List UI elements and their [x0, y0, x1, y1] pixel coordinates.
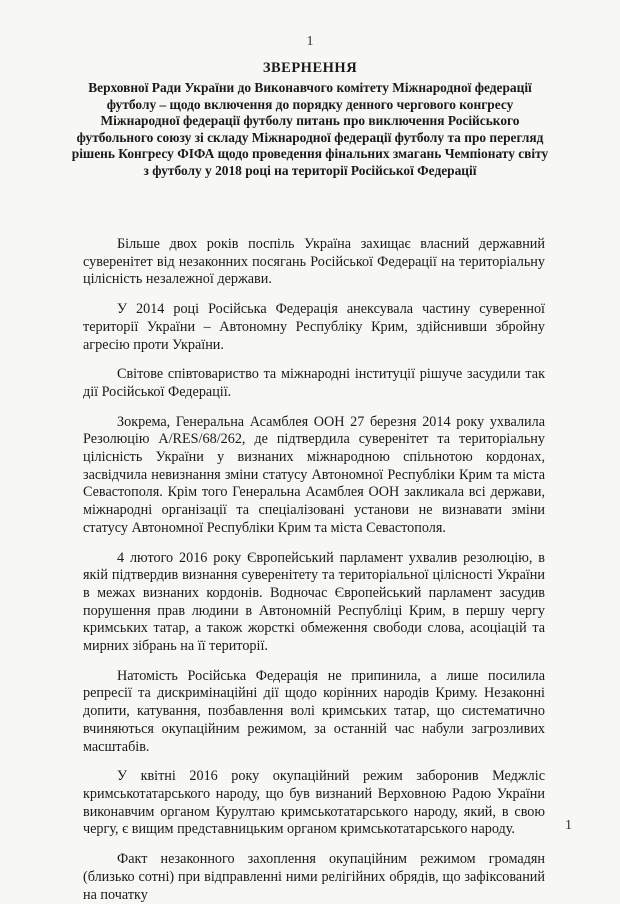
- paragraph-6: Натомість Російська Федерація не припинила, а лише посилила репресії та дискримінаційні дії щодо корінних народів Криму. Незаконні допити, катування, позбавлення волі кримських татар, що систематично вчиняються окупаційним режимом, за останній час набули загрозливих масштабів.: [83, 667, 545, 755]
- paragraph-5: 4 лютого 2016 року Європейський парламент ухвалив резолюцію, в якій підтвердив визнання суверенітету та територіальної цілісності України в межах визнаних кордонів. Водночас Європейський парламент засудив порушення прав людини в Автономній Республіці Крим, в першу чергу кримських татар, а також жорсткі обмеження свободи слова, асоціацій та мирних зібрань на її території.: [83, 549, 545, 655]
- paragraph-1: Більше двох років поспіль Україна захищає власний державний суверенітет від незаконних посягань Російської Федерації на територіальну цілісність незалежної держави.: [83, 236, 545, 288]
- paragraph-8: Факт незаконного захоплення окупаційним режимом громадян (близько сотні) при відправленні ними релігійних обрядів, що зафіксований на початку: [83, 851, 545, 903]
- paragraph-7: У квітні 2016 року окупаційний режим заборонив Меджліс кримськотатарського народу, що був визнаний Верховною Радою України виконавчим органом Курултаю кримськотатарського народу, який, в свою чергу, є вищим представницьким органом кримськотатарського народу.: [83, 768, 545, 838]
- paragraph-4: Зокрема, Генеральна Асамблея ООН 27 березня 2014 року ухвалила Резолюцію A/RES/68/262, де підтвердила суверенітет та територіальну цілісність України у визнаних міжнародною спільнотою кордонах, засвідчила невизнання зміни статусу Автономної Республіки Крим та міста Севастополя. Крім того Генеральна Асамблея ООН закликала всі держави, міжнародні організації та спеціалізовані установи не визнавати зміни статусу Автономної Республіки Крим та міста Севастополя.: [83, 413, 545, 536]
- paragraph-3: Світове співтовариство та міжнародні інституції рішуче засудили так дії Російської Федерації.: [83, 366, 545, 400]
- document-title: ЗВЕРНЕННЯ: [262, 60, 358, 76]
- page-number-top: 1: [306, 34, 314, 49]
- paragraph-2: У 2014 році Російська Федерація анексувала частину суверенної території України – Автономну Республіку Крим, здійснивши збройну агресію проти України.: [83, 301, 545, 353]
- page-number-bottom: 1: [565, 818, 572, 833]
- document-body: [83, 236, 545, 903]
- document-subtitle: Верховної Ради України до Виконавчого комітету Міжнародної федерації футболу – щодо включення до порядку денного чергового конгресу Міжнародної федерації футболу питань про виключення Російського футбольного союзу зі складу Міжнародної федерації футболу та про перегляд рішень Конгресу ФІФА щодо проведення фінальних змагань Чемпіонату світу з футболу у 2018 році на території Російської Федерації: [71, 80, 549, 178]
